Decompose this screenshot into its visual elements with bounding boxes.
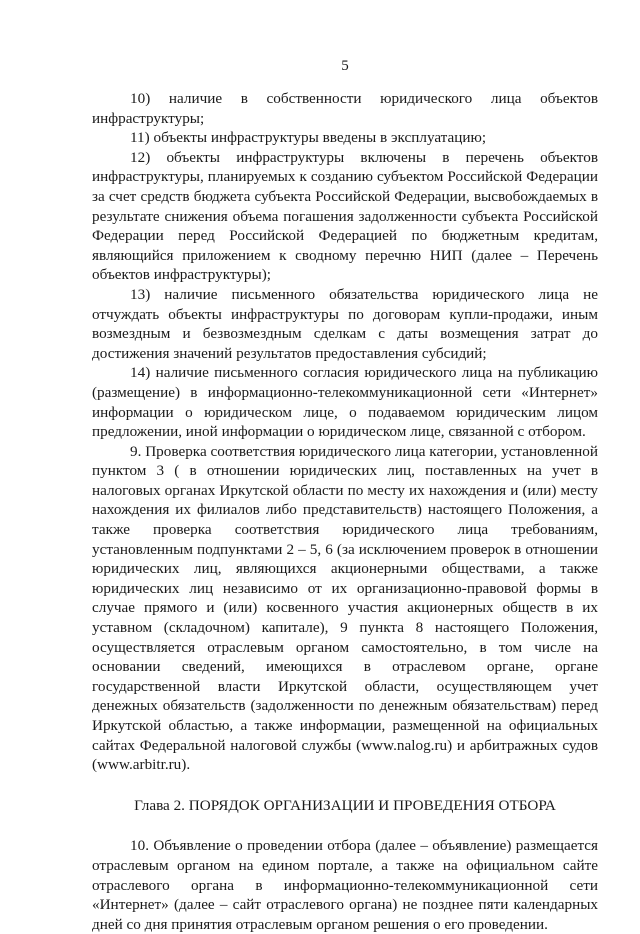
paragraph-item-10: 10) наличие в собственности юридического лица объектов инфраструктуры; [92, 90, 598, 127]
paragraph-clause-9: 9. Проверка соответствия юридического лица категории, установленной пунктом 3 ( в отношении юридических лиц, поставленных на учет в налоговых органах Иркутской области по месту их нахождения и (или) месту нахождения их филиалов либо представительств) настоящего Положения, а также проверка соответствия юридического лица требованиям, установленным подпунктами 2 – 5, 6 (за исключением проверок в отношении юридических лиц, являющихся акционерными обществами, а также юридических лиц независимо от их организационно-правовой формы в случае прямого и (или) косвенного участия акционерных обществ в их уставном (складочном) капитале), 9 пункта 8 настоящего Положения, осуществляется отраслевым органом самостоятельно, в том числе на основании сведений, имеющихся в отраслевом органе, органе государственной власти Иркутской области, осуществляющем учет денежных обязательств (задолженности по денежным обязательствам) перед Иркутской областью, а также информации, размещенной на официальных сайтах Федеральной налоговой службы (www.nalog.ru) и арбитражных судов (www.arbitr.ru). [92, 442, 598, 774]
paragraph-item-11: 11) объекты инфраструктуры введены в эксплуатацию; [130, 129, 487, 147]
chapter-title: Глава 2. ПОРЯДОК ОРГАНИЗАЦИИ И ПРОВЕДЕНИЯ ОТБОРА [134, 796, 556, 814]
paragraph-item-14: 14) наличие письменного согласия юридического лица на публикацию (размещение) в информационно-телекоммуникационной сети «Интернет» информации о юридическом лице, о подаваемом юридическим лицом предложении, иной информации о юридическом лице, связанной с отбором. [92, 364, 598, 441]
document-page [92, 58, 598, 934]
paragraph-item-12: 12) объекты инфраструктуры включены в перечень объектов инфраструктуры, планируемых к созданию субъектом Российской Федерации за счет средств бюджета субъекта Российской Федерации, высвобождаемых в результате снижения объема погашения задолженности субъекта Российской Федерации перед Российской Федерацией по бюджетным кредитам, являющийся приложением к сводному перечню НИП (далее – Перечень объектов инфраструктуры); [92, 148, 598, 284]
page-number: 5 [341, 58, 349, 74]
paragraph-item-13: 13) наличие письменного обязательства юридического лица не отчуждать объекты инфраструктуры по договорам купли-продажи, иным возмездным и безвозмездным сделкам с даты возмещения затрат до достижения значений результатов предоставления субсидий; [92, 285, 598, 362]
paragraph-clause-10: 10. Объявление о проведении отбора (далее – объявление) размещается отраслевым органом на едином портале, а также на официальном сайте отраслевого органа в информационно-телекоммуникационной сети «Интернет» (далее – сайт отраслевого органа) не позднее пяти календарных дней со дня принятия отраслевым органом решения о его проведении. [92, 837, 598, 933]
